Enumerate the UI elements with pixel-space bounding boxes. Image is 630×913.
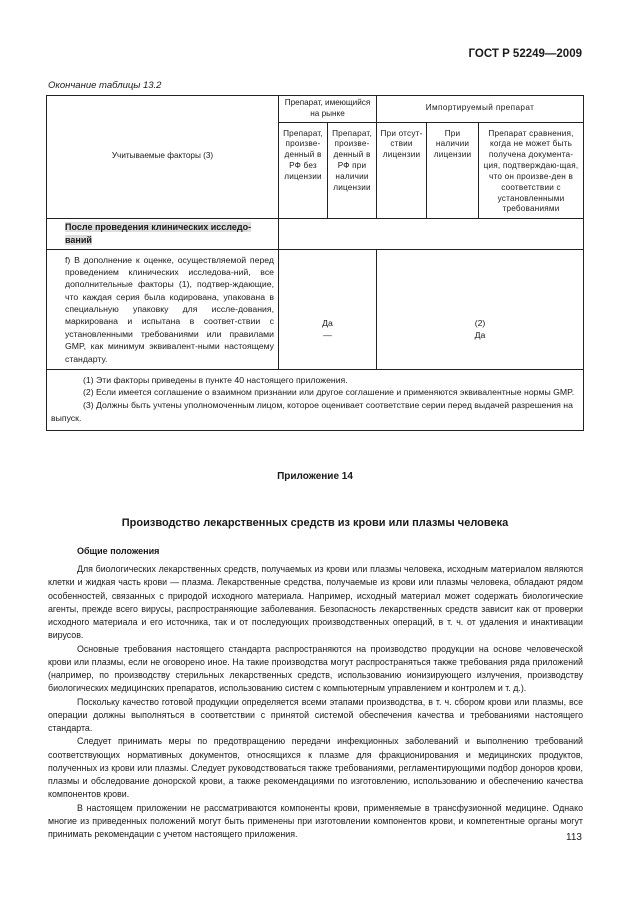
table-note: (1) Эти факторы приведены в пункте 40 настоящего приложения.	[83, 374, 348, 385]
body-paragraph: Основные требования настоящего стандарта распространяются на производство продукции на основе человеческой крови или плазмы, если не оговорено иное. На такие производства могут распространяться также требования ряда приложений (например, по производству стерильных лекарственных средств, использованию ионизирующего излучения, производству биологических медицинских препаратов, использованию систем с компьютерным управлением и контролем и т. д.).	[48, 643, 583, 694]
factors-table	[46, 95, 584, 431]
factors-header: Учитываемые факторы (3)	[47, 96, 279, 219]
table-caption: Окончание таблицы 13.2	[48, 80, 162, 91]
answer-market-line2: —	[323, 330, 332, 341]
group-import-header: Импортируемый препарат	[377, 96, 584, 123]
body-paragraph: Следует принимать меры по предотвращению передачи инфекционных заболеваний и выполнению требований соответствующих нормативных документов, относящихся к плазме для фракционирования и медицинских продуктов, полученных из крови или плазмы. Следует руководствоваться также требованиями, регламентирующими подбор доноров крови, плазмы и обследование донорской крови, а также рекомендациями по изготовлению, использованию и обеспечению качества компонентов крови.	[48, 736, 583, 800]
appendix-body	[48, 563, 583, 841]
subheader-reference-product: Препарат сравнения, когда не может быть получена документа-ция, подтверждаю-щая, что он произве-ден в соответствии с установленными требованиями	[479, 122, 584, 218]
body-paragraph: Поскольку качество готовой продукции определяется всеми этапами производства, в т. ч. сбором крови или плазмы, все операции должны выполняться в соответствии с принятой системой обеспечения качества и требованиями настоящего стандарта.	[48, 696, 583, 733]
section-title-highlight: После проведения клинических исследо-ваний	[65, 221, 252, 245]
answer-market-line1: Да	[322, 317, 333, 328]
answer-import-line2: Да	[474, 330, 486, 341]
body-paragraph: В настоящем приложении не рассматриваются компоненты крови, применяемые в трансфузионной медицине. Однако многие из приведенных положений могут быть применены при изготовлении компонентов крови, и компетентные органы могут принимать рекомендации с учетом настоящего приложения.	[48, 802, 583, 839]
group-market-header: Препарат, имеющийся на рынке	[279, 96, 377, 123]
table-note: (2) Если имеется соглашение о взаимном признании или другое соглашение и применяются эквивалентные нормы GMP.	[83, 387, 575, 398]
subheader-no-license: При отсут-ствии лицензии	[377, 122, 427, 218]
section-row-empty	[279, 218, 584, 249]
answer-market	[279, 249, 377, 369]
body-paragraph: Для биологических лекарственных средств, получаемых из крови или плазмы человека, исходным материалом являются клетки и жидкая часть крови — плазма. Лекарственные средства, получаемые из крови или плазмы человека, обладают рядом особенностей, связанных с природой исходного материала. Например, исходный материал может содержать биологические агенты, прежде всего вирусы, распространяющие заболевания. Безопасность лекарственных средств зависит как от проверки исходного материала и его источника, так и от последующих производственных операций, в т. ч. от удаления и инактивации вирусов.	[48, 564, 583, 641]
answer-import	[377, 249, 584, 369]
subheader-rf-no-license: Препарат, произве-денный в РФ без лицензии	[279, 122, 328, 218]
section-row-title	[47, 218, 279, 249]
subheader-license: При наличии лицензии	[427, 122, 479, 218]
appendix-title: Производство лекарственных средств из крови или плазмы человека	[121, 517, 509, 529]
subheader-rf-license: Препарат, произве-денный в РФ при наличии лицензии	[328, 122, 377, 218]
table-note: (3) Должны быть учтены уполномоченным лицом, которое оценивает соответствие серии перед выдачей разрешения на выпуск.	[51, 400, 573, 423]
appendix-label: Приложение 14	[277, 471, 353, 482]
page-number: 113	[566, 832, 582, 843]
answer-import-line1: (2)	[474, 317, 486, 328]
factor-f-text: f) В дополнение к оценке, осуществляемой перед проведением клинических исследова-ний, все дополнительные факторы (1), подтвер-ждающие, что каждая серия была кодирована, упакована в специальную упаковку для иссле-дования, маркирована и испытана в соответ-ствии с установленными требованиями или правилами GMP, как минимум эквивалент-ными настоящему стандарту.	[47, 249, 279, 369]
standard-number: ГОСТ Р 52249—2009	[468, 48, 582, 60]
table-notes	[47, 369, 584, 430]
section-heading: Общие положения	[77, 546, 160, 556]
